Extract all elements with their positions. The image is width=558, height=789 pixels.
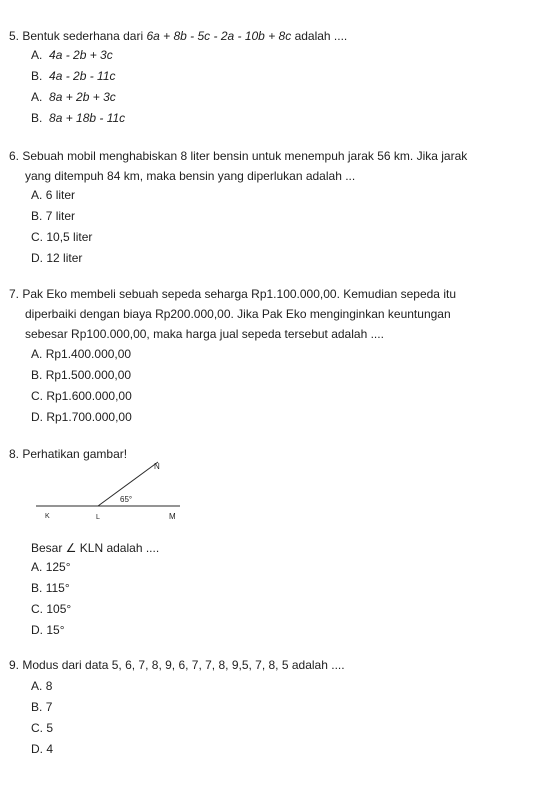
option-c[interactable]: C. 105°: [31, 602, 72, 616]
option-a[interactable]: A. 125°: [31, 560, 71, 574]
question-number: 5.: [9, 29, 20, 43]
option-d[interactable]: D. Rp1.700.000,00: [31, 410, 132, 424]
option-a-2[interactable]: A. 8a + 2b + 3c: [31, 90, 116, 104]
question-5-stem: [9, 28, 347, 44]
question-number: 6.: [9, 149, 20, 163]
option-b[interactable]: B. 4a - 2b - 11c: [31, 69, 116, 83]
point-l-label: L: [96, 514, 100, 521]
option-d[interactable]: D. 12 liter: [31, 251, 83, 265]
angle-diagram: [30, 452, 190, 530]
option-a[interactable]: A. 8: [31, 679, 53, 693]
question-8-prompt: Besar ∠ KLN adalah ....: [31, 541, 160, 555]
question-6-line-2: yang ditempuh 84 km, maka bensin yang diperlukan adalah ...: [25, 169, 356, 183]
math-expression: 6a + 8b - 5c - 2a - 10b + 8c: [146, 29, 292, 43]
option-c[interactable]: C. 5: [31, 721, 54, 735]
angle-figure: [30, 452, 190, 530]
question-6-line-1: 6. Sebuah mobil menghabiskan 8 liter bensin untuk menempuh jarak 56 km. Jika jarak: [9, 149, 468, 163]
option-b-2[interactable]: B. 8a + 18b - 11c: [31, 111, 126, 125]
question-7-line-1: 7. Pak Eko membeli sebuah sepeda seharga Rp1.100.000,00. Kemudian sepeda itu: [9, 287, 456, 301]
option-a[interactable]: A. 6 liter: [31, 188, 76, 202]
angle-label: 65°: [120, 495, 133, 504]
option-b[interactable]: B. 7: [31, 700, 53, 714]
point-k-label: K: [45, 513, 50, 520]
option-d[interactable]: D. 15°: [31, 623, 65, 637]
option-c[interactable]: C. 10,5 liter: [31, 230, 93, 244]
question-7-line-3: sebesar Rp100.000,00, maka harga jual sepeda tersebut adalah ....: [25, 327, 384, 341]
question-number: 8.: [9, 447, 20, 461]
point-n-label: N: [154, 462, 160, 471]
option-b[interactable]: B. 7 liter: [31, 209, 76, 223]
option-b[interactable]: B. Rp1.500.000,00: [31, 368, 132, 382]
point-m-label: M: [169, 512, 176, 521]
option-a[interactable]: A. 4a - 2b + 3c: [31, 48, 113, 62]
option-b[interactable]: B. 115°: [31, 581, 70, 595]
question-9-stem: 9. Modus dari data 5, 6, 7, 8, 9, 6, 7, 7, 8, 9,5, 7, 8, 5 adalah ....: [9, 658, 345, 672]
option-d[interactable]: D. 4: [31, 742, 54, 756]
question-number: 9.: [9, 658, 20, 672]
question-8-stem: 8. Perhatikan gambar!: [9, 447, 128, 461]
question-text: Bentuk sederhana dari: [22, 29, 144, 43]
option-c[interactable]: C. Rp1.600.000,00: [31, 389, 132, 403]
question-number: 7.: [9, 287, 20, 301]
option-a[interactable]: A. Rp1.400.000,00: [31, 347, 132, 361]
question-7-line-2: diperbaiki dengan biaya Rp200.000,00. Jika Pak Eko menginginkan keuntungan: [25, 307, 451, 321]
question-text: adalah ....: [294, 29, 348, 43]
